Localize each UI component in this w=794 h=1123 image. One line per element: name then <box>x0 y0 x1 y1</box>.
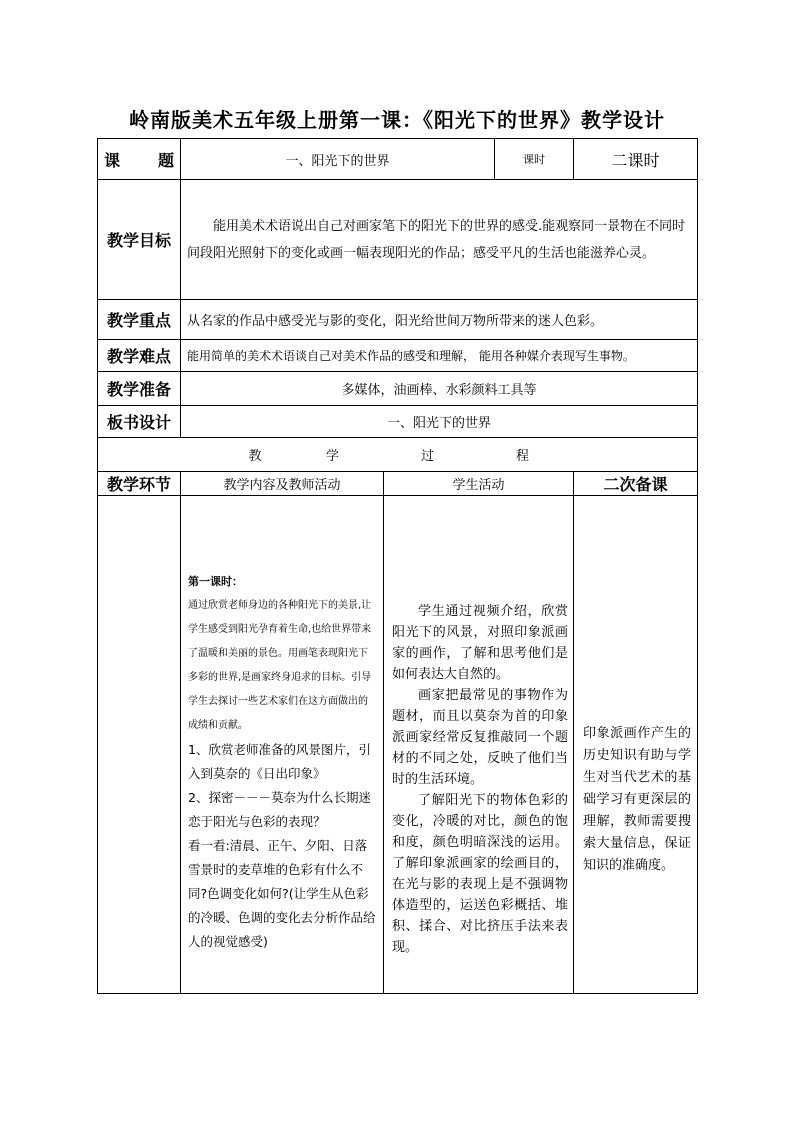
topic-label: 课 题 <box>98 139 181 180</box>
preparation-row <box>98 372 698 406</box>
stage-cell <box>98 496 181 994</box>
goal-label: 教学目标 <box>98 180 181 300</box>
focus-label: 教学重点 <box>98 300 181 340</box>
note-text: 印象派画作产生的历史知识有助与学生对当代艺术的基础学习有更深层的理解，教师需要搜索大量信息，保证知识的准确度。 <box>583 725 692 873</box>
goal-row <box>98 180 698 300</box>
note-header: 二次备课 <box>574 472 698 496</box>
student-paragraph-2: 画家把最常见的事物作为题材，而且以莫奈为首的印象派画家经常反复推敲同一个题材的不同之处，反映了他们当时的生活环境。 <box>392 688 569 787</box>
period-value: 二课时 <box>574 139 698 180</box>
stage-header: 教学环节 <box>98 472 181 496</box>
difficulty-text: 能用简单的美术术语谈自己对美术作品的感受和理解， 能用各种媒介表现写生事物。 <box>181 340 698 372</box>
focus-text: 从名家的作品中感受光与影的变化，阳光给世间万物所带来的迷人色彩。 <box>181 300 698 340</box>
student-cell <box>384 496 574 994</box>
content-step-2: 2、探密－－－莫奈为什么长期迷恋于阳光与色彩的表现？ <box>188 789 371 829</box>
focus-row <box>98 300 698 340</box>
process-detail-row <box>98 496 698 994</box>
student-paragraph-1: 学生通过视频介绍，欣赏阳光下的风景，对照印象派画家的画作，了解和思考他们是如何表达大自然的。 <box>392 604 569 682</box>
note-cell <box>574 496 698 994</box>
period-label: 课时 <box>495 139 574 180</box>
goal-text: 能用美术术语说出自己对画家笔下的阳光下的世界的感受.能观察同一景物在不同时间段阳光照射下的变化或画一幅表现阳光的作品；感受平凡的生活也能滋养心灵。 <box>181 180 698 300</box>
document-title: 岭南版美术五年级上册第一课：《阳光下的世界》教学设计 <box>129 108 665 132</box>
topic-row <box>98 139 698 180</box>
content-cell <box>181 496 384 994</box>
difficulty-label: 教学难点 <box>98 340 181 372</box>
content-header: 教学内容及教师活动 <box>181 472 384 496</box>
board-text: 一、阳光下的世界 <box>181 406 698 438</box>
process-row <box>98 438 698 472</box>
column-header-row <box>98 472 698 496</box>
lesson-period-heading: 第一课时： <box>188 574 243 588</box>
lesson-plan-table <box>97 138 698 994</box>
student-paragraph-3: 了解阳光下的物体色彩的变化，冷暖的对比，颜色的饱和度，颜色明暗深浅的运用。了解印象派画家的绘画目的，在光与影的表现上是不强调物体造型的，运送色彩概括、堆积、揉合、对比挤压手法来表现。 <box>392 793 569 955</box>
difficulty-row <box>98 340 698 372</box>
process-heading: 教 学 过 程 <box>98 438 698 472</box>
student-header: 学生活动 <box>384 472 574 496</box>
content-step-3: 看一看:清晨、正午、夕阳、日落雪景时的麦草堆的色彩有什么不同?色调变化如何?(让学生从色彩的冷暖、色调的变化去分析作品给人的视觉感受) <box>188 837 376 949</box>
board-label: 板书设计 <box>98 406 181 438</box>
board-row <box>98 406 698 438</box>
topic-value: 一、阳光下的世界 <box>181 139 495 180</box>
preparation-text: 多媒体，油画棒、水彩颜料工具等 <box>181 372 698 406</box>
content-intro: 通过欣赏老师身边的各种阳光下的美景,让学生感受到阳光孕育着生命,也给世界带来了温暖和美丽的景色。用画笔表现阳光下多彩的世界,是画家终身追求的目标。引导学生去探讨一些艺术家们在这方面做出的成绩和贡献。 <box>188 599 372 731</box>
content-step-1: 1、欣赏老师准备的风景图片，引入到莫奈的《日出印象》 <box>188 741 371 781</box>
preparation-label: 教学准备 <box>98 372 181 406</box>
